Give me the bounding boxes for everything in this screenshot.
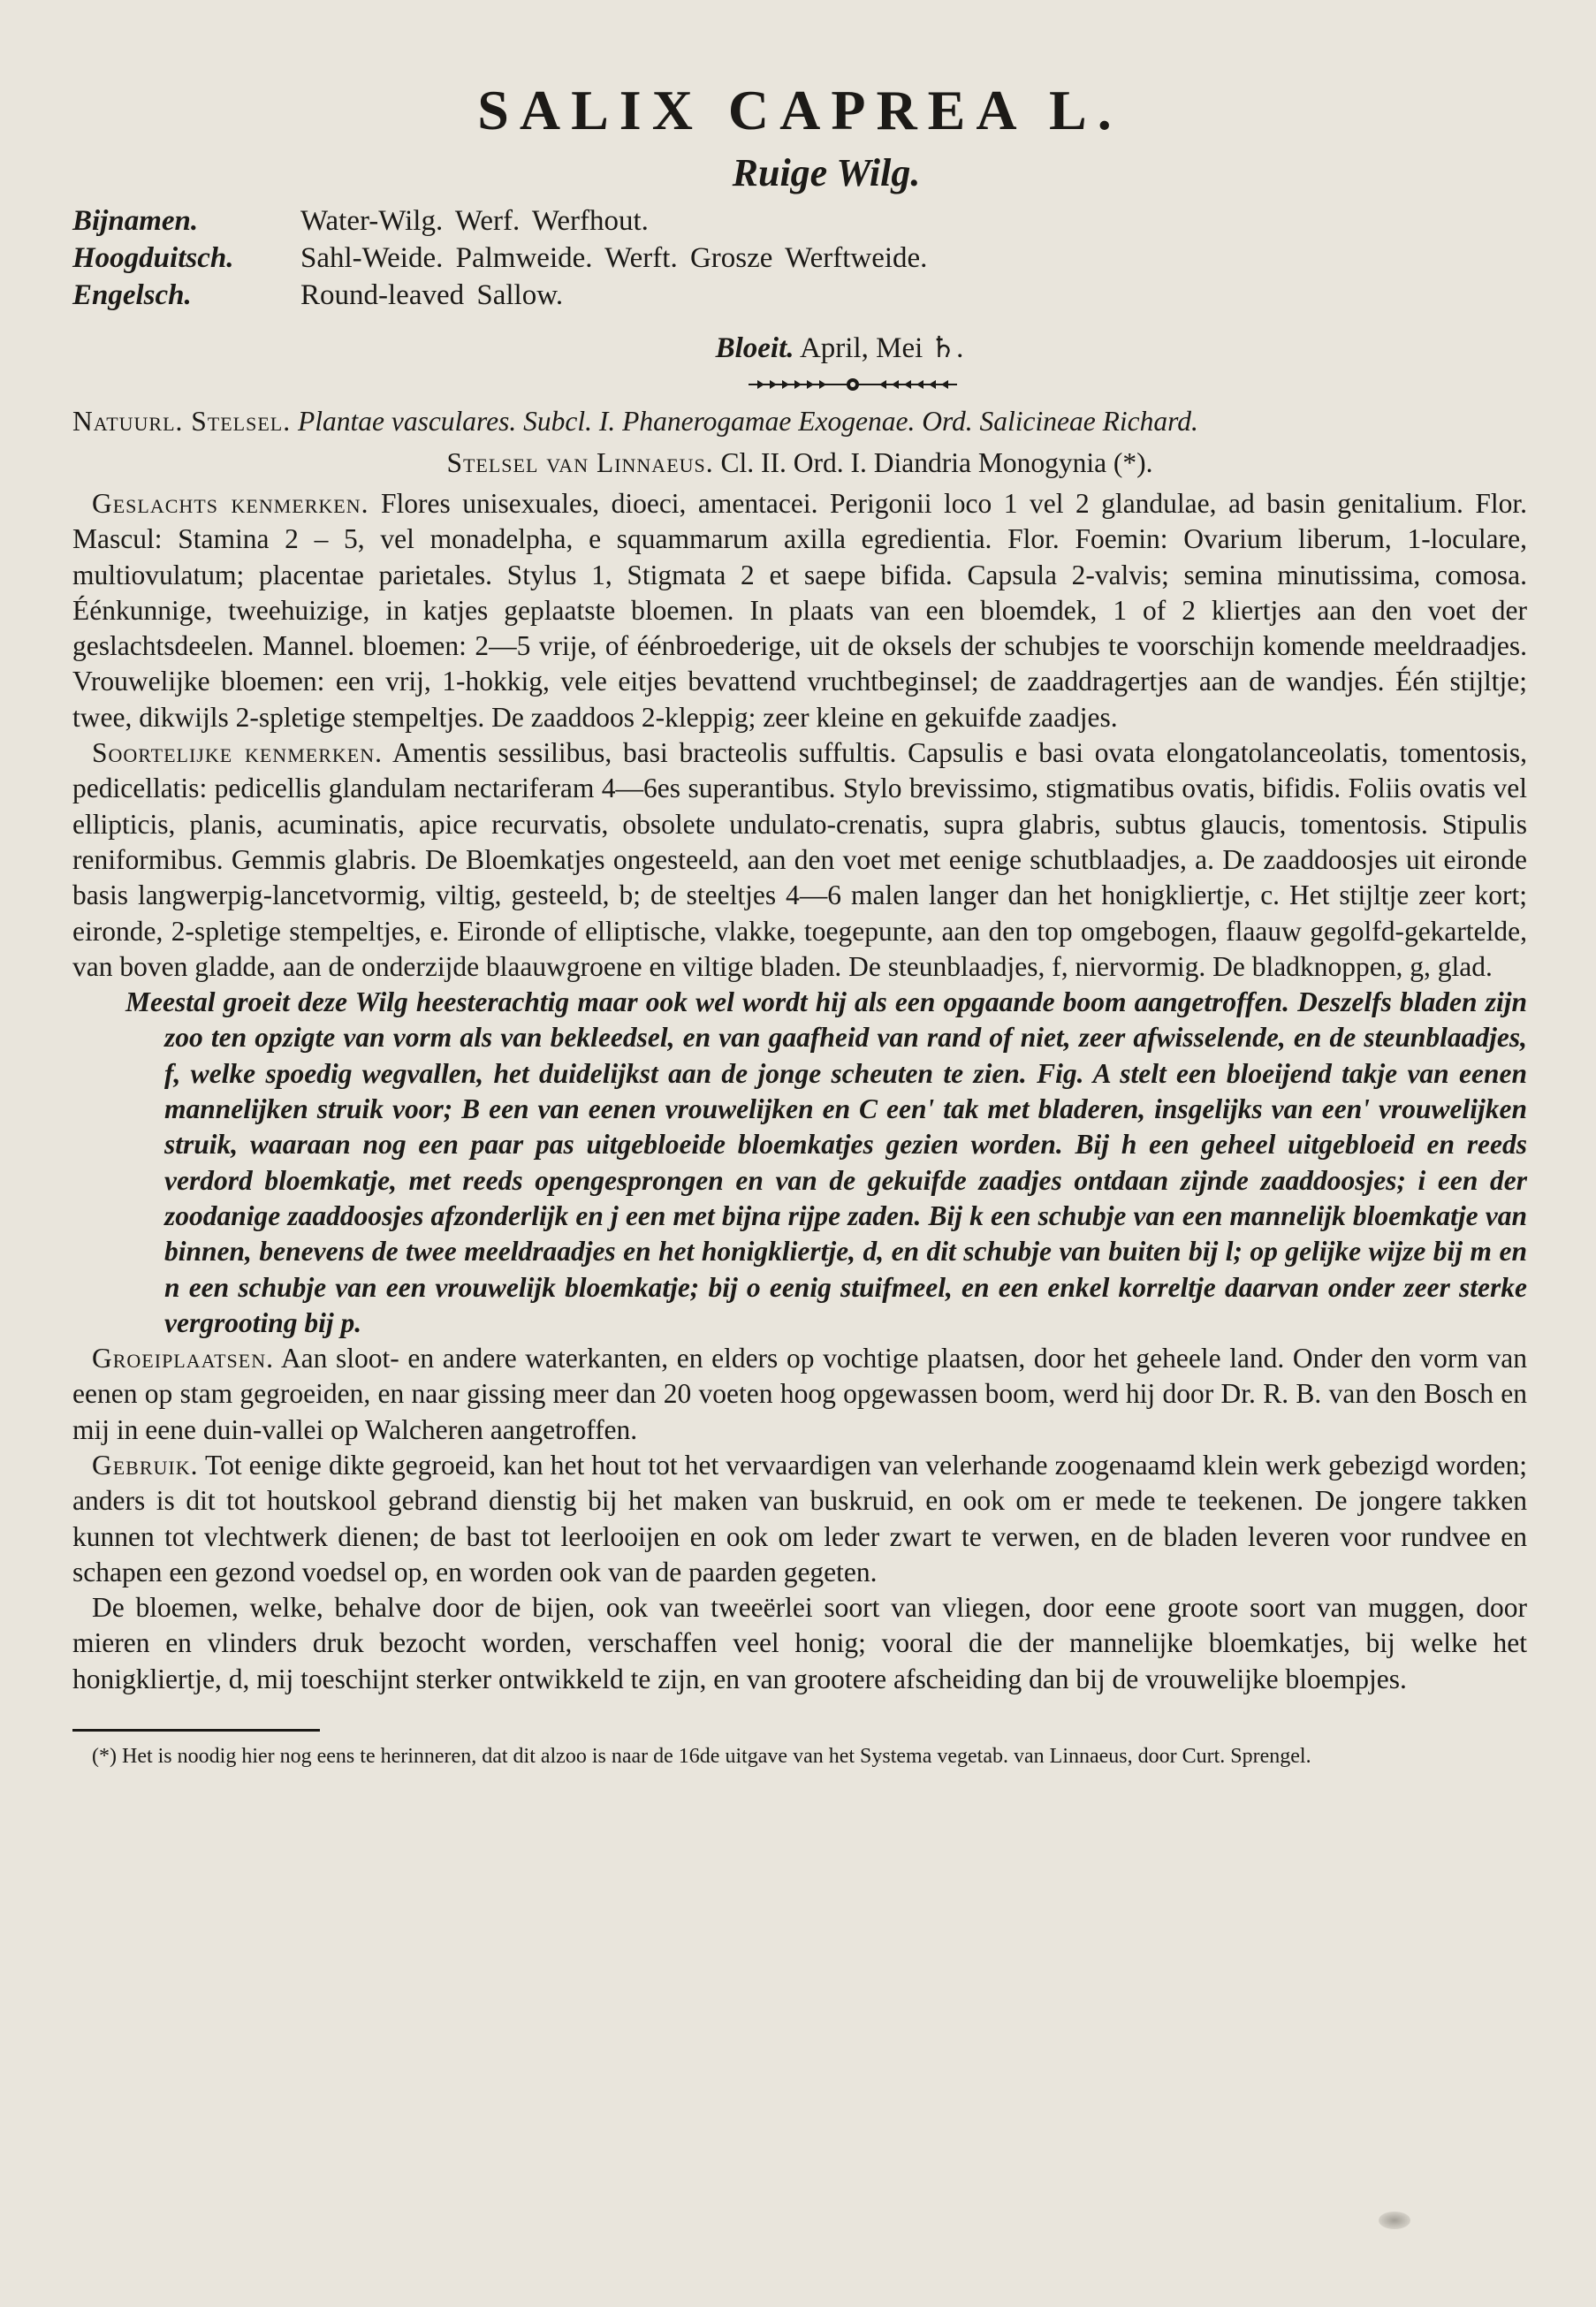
natural-system-text: Plantae vasculares. Subcl. I. Phanerogamae Exogenae. Ord. Salicineae Richard. <box>297 406 1198 438</box>
names-row <box>72 202 1527 240</box>
names-value: Water-Wilg. Werf. Werfhout. <box>300 205 649 238</box>
habitat-text: Aan sloot- en andere waterkanten, en elders op vochtige plaatsen, door het geheele land. Onder den vorm van eenen op stam gegroeiden, en naar gissing meer dan 20 voeten hoog opgewassen boom, werd hij door Dr. R. B. van den Bosch en mij in eene duin-vallei op Walcheren aangetroffen. <box>72 1343 1528 1445</box>
main-text <box>72 404 1527 1770</box>
usage-text: Tot eenige dikte gegroeid, kan het hout tot het vervaardigen van velerhande zoogenaamd klein werk gebezigd worden; anders is dit tot houtskool gebrand dienstig bij het maken van buskruid, en ook om er mede te teekenen. De jongere takken kunnen tot vlechtwerk dienen; de bast tot leerlooijen en ook om leder zwart te verwen, en de bladen leveren voor rundvee en schapen een gezond voedsel op, en worden ook van de paarden gegeten. <box>72 1450 1527 1587</box>
vernacular-names <box>72 202 1527 314</box>
divider-ornament-icon <box>749 377 957 392</box>
footnote: (*) Het is noodig hier nog eens te herinneren, dat dit alzoo is naar de 16de uitgave van het Systema vegetab. van Linnaeus, door Curt. Sprengel. <box>92 1745 1311 1769</box>
names-value: Sahl-Weide. Palmweide. Werft. Grosze Werftweide. <box>300 242 928 275</box>
figure-description: Meestal groeit deze Wilg heesterachtig maar ook wel wordt hij als een opgaande boom aangetroffen. Deszelfs bladen zijn zoo ten opzigte van vorm als van bekleedsel, en van gaafheid van rand of niet, zeer afwisselende, en de steunblaadjes, f, welke spoedig wegvallen, het duidelijkst aan de jonge scheuten te zien. Fig. A stelt een bloeijend takje van eenen mannelijken struik voor; B een van eenen vrouwelijken en C een' tak met bladeren, insgelijks van een' vrouwelijken struik, waaraan nog een paar pas uitgebloeide bloemkatjes gezien worden. Bij h een geheel uitgebloeid en reeds verdord bloemkatje, met reeds opengesprongen en van de gekuifde zaadjes ontdaan zijnde zaaddoosjes; i een der zoodanige zaaddoosjes afzonderlijk en j een met bijna rijpe zaden. Bij k een schubje van een mannelijk bloemkatje van binnen, benevens de twee meeldraadjes en het honigkliertje, d, en dit schubje van buiten bij l; op gelijke wijze bij m en n een schubje van een vrouwelijk bloemkatje; bij o eenig stuifmeel, en een enkel korreltje daarvan onder zeer sterke vergrooting bij p. <box>125 986 1527 1338</box>
bloom-value: April, Mei ♄. <box>799 332 964 365</box>
names-label: Engelsch. <box>72 279 192 312</box>
flowers-note: De bloemen, welke, behalve door de bijen, ook van tweeërlei soort van vliegen, door eene groote soort van muggen, door mieren en vlinders druk bezocht worden, verschaffen veel honig; vooral die der mannelijke bloemkatjes, bij welke het honigkliertje, d, mij toeschijnt sterker ontwikkeld te zijn, en van grootere afscheiding dan bij de vrouwelijke bloempjes. <box>72 1592 1527 1694</box>
bloom-label: Bloeit. <box>715 332 794 365</box>
linnaeus-system-text: Cl. II. Ord. I. Diandria Monogynia (*). <box>720 446 1153 478</box>
natural-system <box>72 404 1527 439</box>
names-row <box>72 277 1527 314</box>
genus-text: Flores unisexuales, dioeci, amentacei. Perigonii loco 1 vel 2 glandulae, ad basin genitalium. Flor. Mascul: Stamina 2 – 5, vel monadelpha, e squammarum axilla egredientia. Flor. Foemin: Ovarium liberum, 1-loculare, multiovulatum; placentae parietales. Stylus 1, Stigmata 2 et saepe bifida. Capsula 2-valvis; semina minutissima, comosa. Éénkunnige, tweehuizige, in katjes geplaatste bloemen. In plaats van een bloemdek, 1 of 2 kliertjes aan den voet der geslachtsdeelen. Mannel. bloemen: 2—5 vrije, of éénbroederige, uit de oksels der schubjes te voorschijn komende meeldraadjes. Vrouwelijke bloemen: een vrij, 1-hokkig, vele eitjes bevattend vruchtbeginsel; de zaaddragertjes aan de wandjes. Één stijltje; twee, dikwijls 2-spletige stempeltjes. De zaaddoos 2-kleppig; zeer kleine en gekuifde zaadjes. <box>72 487 1528 733</box>
linnaeus-system <box>72 445 1527 481</box>
genus-characteristics <box>72 486 1527 735</box>
species-label: Soortelijke kenmerken. <box>92 737 383 769</box>
page-title: SALIX CAPREA L. <box>477 79 1122 141</box>
ink-stain <box>1379 2212 1410 2229</box>
habitat-label: Groeiplaatsen. <box>92 1343 274 1374</box>
divider-ornament <box>179 377 1527 392</box>
names-row <box>72 240 1527 277</box>
genus-label: Geslachts kenmerken. <box>92 487 369 519</box>
names-value: Round-leaved Sallow. <box>300 279 564 312</box>
usage-section <box>72 1448 1527 1590</box>
names-label: Bijnamen. <box>72 205 199 238</box>
linnaeus-system-label: Stelsel van Linnaeus. <box>446 446 714 478</box>
page-subtitle: Ruige Wilg. <box>732 151 921 195</box>
footnote-divider <box>72 1729 320 1732</box>
names-label: Hoogduitsch. <box>72 242 234 275</box>
bloom-line <box>72 330 1527 365</box>
habitat-section <box>72 1341 1527 1448</box>
species-text: Amentis sessilibus, basi bracteolis suffultis. Capsulis e basi ovata elongatolanceolatis, tomentosis, pedicellatis: pedicellis glandulam nectariferam 4—6es superantibus. Stylo brevissimo, stigmatibus ovatis, bifidis. Foliis ovatis vel ellipticis, planis, acuminatis, apice recurvatis, obsolete undulato-crenatis, supra glabris, subtus glaucis, tomentosis. Stipulis reniformibus. Gemmis glabris. De Bloemkatjes ongesteeld, aan den voet met eenige schutblaadjes, a. De zaaddoosjes uit eironde basis langwerpig-lancetvormig, viltig, gesteeld, b; de steeltjes 4—6 malen langer dan het honigkliertje, c. Het stijltje zeer kort; eironde, 2-spletige stempeltjes, e. Eironde of elliptische, vlakke, toegepunte, aan den top omgebogen, flaauw gegolfd-gekartelde, van boven gladde, aan de onderzijde blaauwgroene en viltige bladen. De steunblaadjes, f, niervormig. De bladknoppen, g, glad. <box>72 737 1527 982</box>
species-characteristics <box>72 735 1527 985</box>
usage-label: Gebruik. <box>92 1450 199 1481</box>
natural-system-label: Natuurl. Stelsel. <box>72 406 292 438</box>
